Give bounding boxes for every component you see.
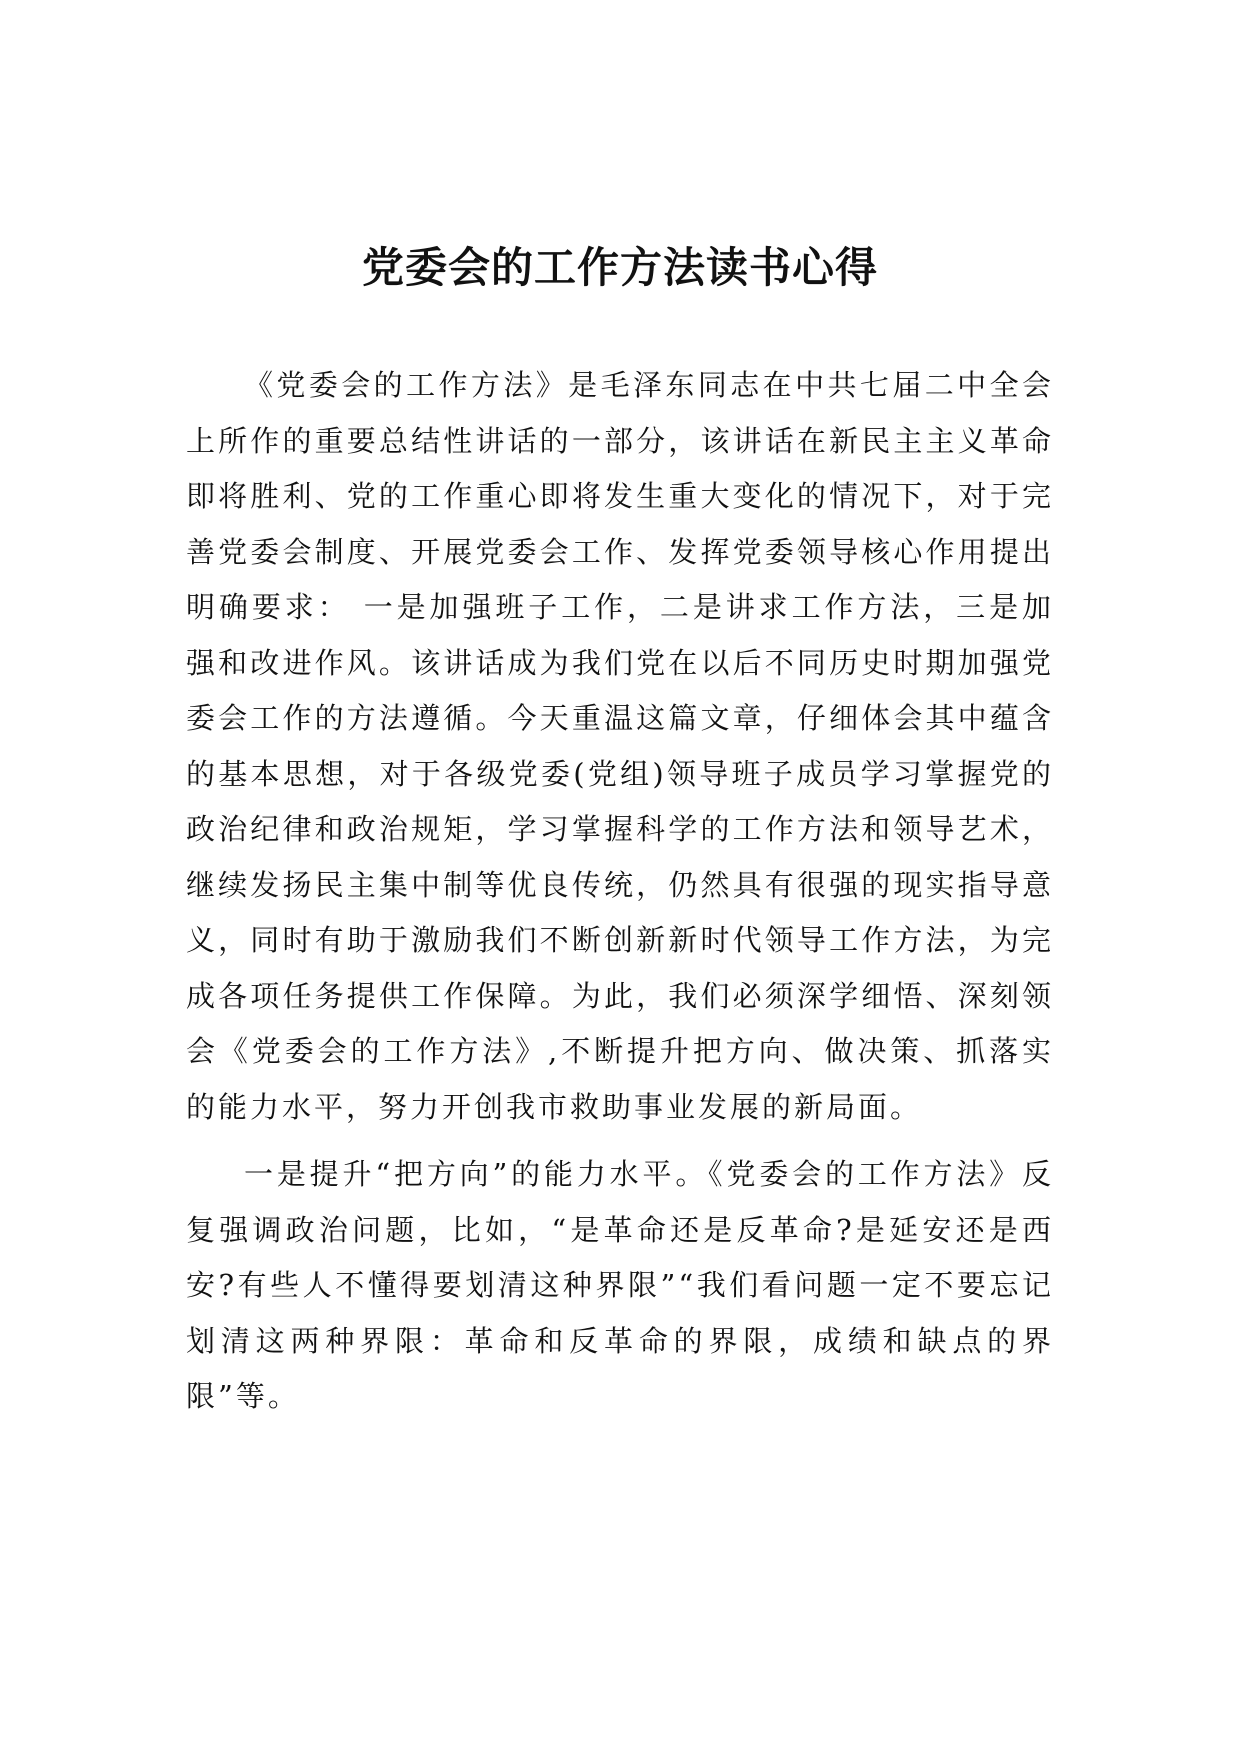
document-body	[186, 358, 1054, 1437]
paragraph-direction: 一是提升“把方向”的能力水平。《党委会的工作方法》反复强调政治问题，比如，“是革命还是反革命?是延安还是西安?有些人不懂得要划清这种界限”“我们看问题一定不要忘记划清这两种界限：革命和反革命的界限，成绩和缺点的界限”等。	[186, 1157, 1054, 1413]
paragraph-intro: 《党委会的工作方法》是毛泽东同志在中共七届二中全会上所作的重要总结性讲话的一部分，该讲话在新民主主义革命即将胜利、党的工作重心即将发生重大变化的情况下，对于完善党委会制度、开展党委会工作、发挥党委领导核心作用提出明确要求： 一是加强班子工作，二是讲求工作方法，三是加强和改进作风。该讲话成为我们党在以后不同历史时期加强党委会工作的方法遵循。今天重温这篇文章，仔细体会其中蕴含的基本思想，对于各级党委(党组)领导班子成员学习掌握党的政治纪律和政治规矩，学习掌握科学的工作方法和领导艺术，继续发扬民主集中制等优良传统，仍然具有很强的现实指导意义，同时有助于激励我们不断创新新时代领导工作方法，为完成各项任务提供工作保障。为此，我们必须深学细悟、深刻领会《党委会的工作方法》,不断提升把方向、做决策、抓落实的能力水平，努力开创我市救助事业发展的新局面。	[186, 368, 1054, 1124]
document-title: 党委会的工作方法读书心得	[361, 243, 878, 292]
